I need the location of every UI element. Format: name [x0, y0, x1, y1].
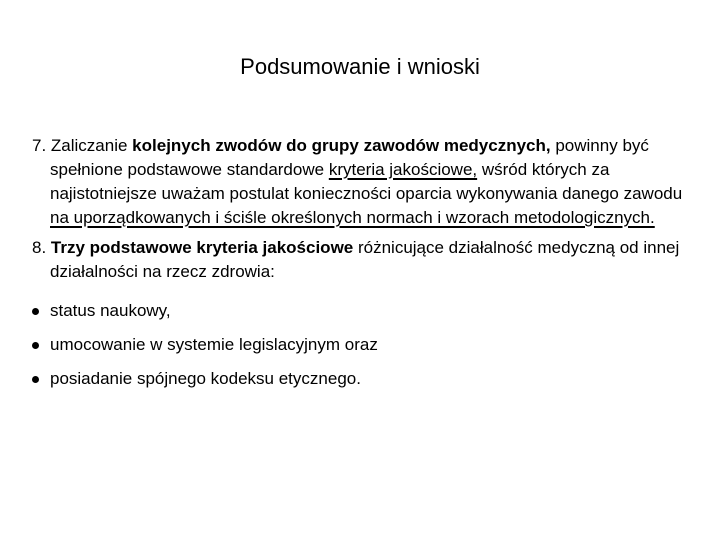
list-item — [32, 362, 696, 396]
page-title: Podsumowanie i wnioski — [240, 54, 480, 79]
paragraph-8-text: różnicujące działalność medyczną od innej działalności na rzecz zdrowia: — [50, 238, 680, 281]
bullet-dot-icon — [32, 342, 39, 349]
paragraph-7 — [32, 134, 696, 230]
list-item-text: umocowanie w systemie legislacyjnym oraz — [50, 335, 378, 354]
list-item — [32, 328, 696, 362]
criteria-list — [32, 294, 696, 396]
paragraph-7-underlined-criteria: kryteria jakościowe, — [328, 160, 478, 179]
slide-content — [32, 134, 696, 396]
paragraph-8 — [32, 236, 696, 284]
paragraph-7-bold-text: kolejnych zwodów do grupy zawodów medycznych, — [132, 136, 551, 155]
paragraph-7-text-1: Zaliczanie — [50, 136, 133, 155]
list-item-text: status naukowy, — [50, 301, 171, 320]
paragraph-8-number: 8. — [32, 238, 51, 257]
paragraph-8-bold-text: Trzy podstawowe kryteria jakościowe — [50, 238, 354, 257]
bullet-dot-icon — [32, 376, 39, 383]
paragraph-7-underlined-norms: na uporządkowanych i ściśle określonych normach i wzorach metodologicznych. — [50, 208, 655, 227]
list-item — [32, 294, 696, 328]
paragraph-7-text-2: powinny być spełnione podstawowe standardowe — [50, 136, 649, 179]
paragraph-7-text-3: wśród których za najistotniejsze uważam postulat konieczności oparcia wykonywania danego zawodu — [50, 160, 683, 203]
list-item-text: posiadanie spójnego kodeksu etycznego. — [50, 369, 361, 388]
paragraph-7-number: 7. — [32, 136, 51, 155]
bullet-dot-icon — [32, 308, 39, 315]
